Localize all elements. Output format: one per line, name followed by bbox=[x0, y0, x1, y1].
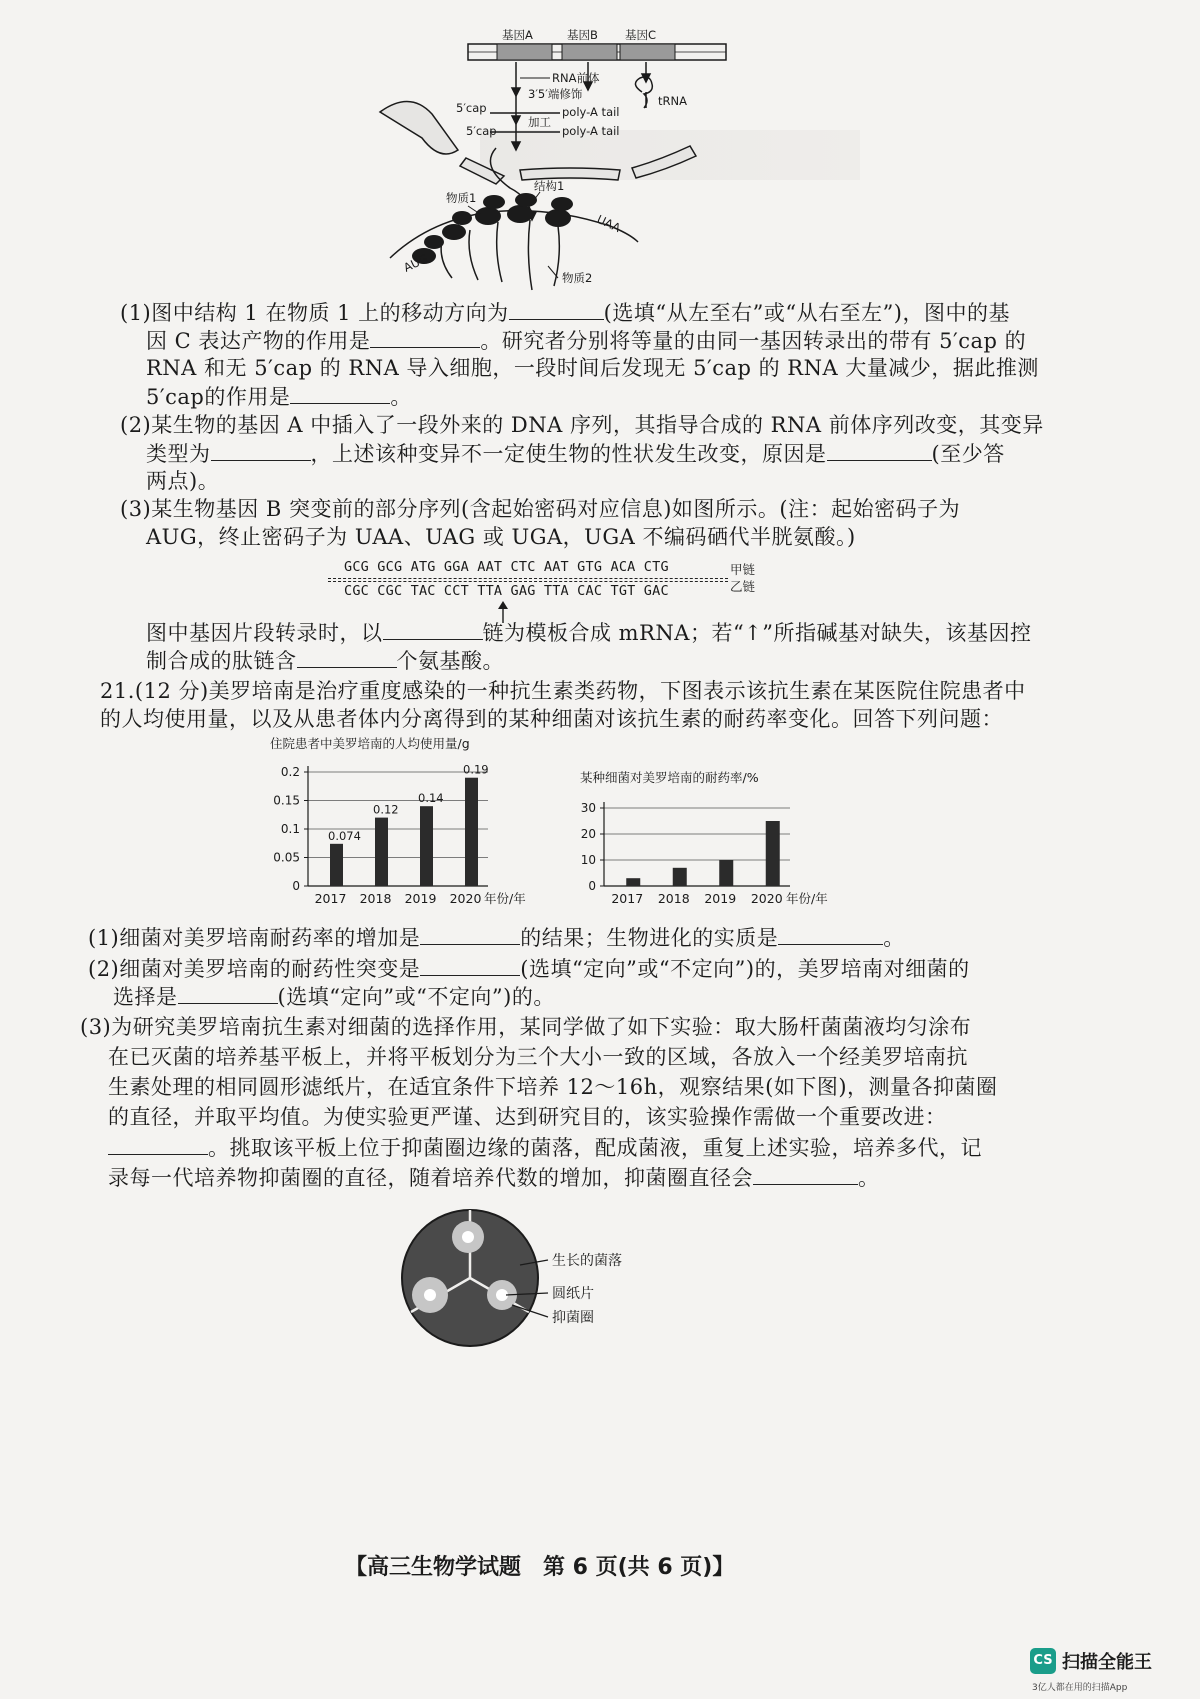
answer-blank[interactable] bbox=[108, 1132, 208, 1155]
q21-1-line: (1)细菌对美罗培南耐药率的增加是 的结果；生物进化的实质是 。 bbox=[88, 922, 905, 953]
usage-bar-chart bbox=[270, 736, 560, 926]
answer-blank[interactable] bbox=[178, 981, 278, 1004]
bar bbox=[719, 860, 733, 886]
substance2-label: 物质2 bbox=[562, 271, 593, 285]
scanner-logo-icon: CS bbox=[1030, 1648, 1056, 1674]
bar bbox=[766, 821, 780, 886]
page-footer: 【高三生物学试题 第 6 页(共 6 页)】 bbox=[345, 1555, 735, 1580]
q21-3-line2: 在已灭菌的培养基平板上，并将平板划分为三个大小一致的区域，各放入一个经美罗培南抗 bbox=[108, 1045, 968, 1069]
q21-3-line1: (3)为研究美罗培南抗生素对细菌的选择作用，某同学做了如下实验：取大肠杆菌菌液均匀涂布 bbox=[80, 1015, 972, 1039]
q20-3-line1: (3)某生物基因 B 突变前的部分序列(含起始密码对应信息)如图所示。(注：起始密码子为 bbox=[120, 497, 961, 521]
y-tick-label: 0 bbox=[292, 879, 300, 893]
petri-dish-figure bbox=[400, 1205, 680, 1355]
y-tick-label: 0.1 bbox=[280, 822, 300, 836]
sequence-top-strand: GCG GCG ATG GGA AAT CTC AAT GTG ACA CTG bbox=[344, 559, 669, 575]
zone-label: 抑菌圈 bbox=[552, 1310, 594, 1326]
bar bbox=[673, 868, 687, 886]
q20-1-line2: 因 C 表达产物的作用是 。研究者分别将等量的由同一基因转录出的带有 5′cap 的 bbox=[146, 325, 1026, 356]
gene-expression-diagram bbox=[370, 20, 790, 295]
bar-data-label: 0.19 bbox=[463, 762, 489, 777]
gene-c-label: 基因C bbox=[625, 28, 657, 42]
cap-label-2: 5′cap bbox=[466, 124, 497, 138]
gene-b-label: 基因B bbox=[567, 28, 598, 42]
answer-blank[interactable] bbox=[370, 325, 480, 348]
answer-blank[interactable] bbox=[827, 438, 932, 461]
y-tick-label: 10 bbox=[580, 853, 596, 867]
chart-title: 某种细菌对美罗培南的耐药率/% bbox=[580, 770, 759, 785]
bar bbox=[420, 806, 433, 886]
answer-blank[interactable] bbox=[420, 953, 520, 976]
bar-data-label: 0.12 bbox=[373, 802, 399, 817]
x-tick-label: 2018 bbox=[657, 891, 690, 906]
dna-sequence-figure bbox=[328, 557, 768, 623]
cap-label-1: 5′cap bbox=[456, 101, 487, 115]
gene-a-label: 基因A bbox=[502, 28, 533, 42]
q20-1-line4: 5′cap的作用是 。 bbox=[146, 381, 412, 412]
strand-label-bottom: 乙链 bbox=[730, 579, 756, 594]
answer-blank[interactable] bbox=[420, 922, 520, 945]
bar bbox=[375, 818, 388, 886]
q21-stem-line2: 的人均使用量，以及从患者体内分离得到的某种细菌对该抗生素的耐药率变化。回答下列问题： bbox=[100, 707, 1003, 731]
resistance-bar-chart bbox=[580, 770, 870, 926]
q21-2-line1: (2)细菌对美罗培南的耐药性突变是 (选填“定向”或“不定向”)的，美罗培南对细菌的 bbox=[88, 953, 970, 984]
x-axis-label: 年份/年 bbox=[484, 891, 526, 906]
start-codon-label: AUG bbox=[401, 251, 431, 275]
q20-2-line1: (2)某生物的基因 A 中插入了一段外来的 DNA 序列，其指导合成的 RNA 前体序列改变，其变异 bbox=[120, 413, 1044, 437]
answer-blank[interactable] bbox=[297, 645, 397, 668]
inhibition-zone-left bbox=[412, 1277, 448, 1313]
q21-2-line2: 选择是 (选填“定向”或“不定向”)的。 bbox=[113, 981, 555, 1012]
y-tick-label: 0.15 bbox=[273, 793, 300, 808]
answer-blank[interactable] bbox=[211, 438, 311, 461]
answer-blank[interactable] bbox=[383, 617, 483, 640]
x-tick-label: 2020 bbox=[449, 891, 482, 906]
answer-blank[interactable] bbox=[290, 381, 390, 404]
bar bbox=[626, 878, 640, 886]
q21-stem-line1: 21.(12 分)美罗培南是治疗重度感染的一种抗生素类药物，下图表示该抗生素在某医院住院患者中 bbox=[100, 679, 1026, 703]
x-tick-label: 2017 bbox=[611, 891, 644, 906]
q21-3-line3: 生素处理的相同圆形滤纸片，在适宜条件下培养 12～16h，观察结果(如下图)，测量各抑菌圈 bbox=[108, 1075, 998, 1099]
x-tick-label: 2019 bbox=[404, 891, 437, 906]
disc-label: 圆纸片 bbox=[552, 1286, 594, 1302]
strand-label-top: 甲链 bbox=[730, 562, 756, 577]
x-tick-label: 2019 bbox=[704, 891, 737, 906]
structure1-label: 结构1 bbox=[534, 179, 565, 193]
trna-label: tRNA bbox=[658, 94, 687, 108]
scanner-app-name: 扫描全能王 bbox=[1062, 1652, 1152, 1673]
x-tick-label: 2017 bbox=[314, 891, 347, 906]
colony-label: 生长的菌落 bbox=[552, 1253, 622, 1269]
bar-data-label: 0.14 bbox=[418, 791, 444, 806]
bar bbox=[330, 844, 343, 886]
rna-precursor-label: RNA前体 bbox=[552, 71, 600, 85]
stop-codon-label: UAA bbox=[594, 212, 623, 236]
x-tick-label: 2018 bbox=[359, 891, 392, 906]
y-tick-label: 0.05 bbox=[273, 850, 300, 865]
strand-dash-bottom bbox=[328, 581, 728, 582]
polya-label-1: poly-A tail bbox=[562, 105, 620, 119]
strand-dash-top bbox=[328, 578, 728, 579]
q20-1-line1: (1)图中结构 1 在物质 1 上的移动方向为 (选填“从左至右”或“从右至左”)，图中的基 bbox=[120, 297, 1010, 328]
bar-data-label: 0.074 bbox=[328, 828, 361, 843]
q21-3-line5: 。挑取该平板上位于抑菌圈边缘的菌落，配成菌液，重复上述实验，培养多代，记 bbox=[108, 1132, 982, 1163]
sequence-bottom-strand: CGC CGC TAC CCT TTA GAG TTA CAC TGT GAC bbox=[344, 583, 669, 599]
y-tick-label: 30 bbox=[580, 801, 596, 815]
q21-3-line4: 的直径，并取平均值。为使实验更严谨、达到研究目的，该实验操作需做一个重要改进： bbox=[108, 1105, 947, 1129]
x-axis-label: 年份/年 bbox=[786, 891, 828, 906]
polya-label-2: poly-A tail bbox=[562, 124, 620, 138]
q20-3-line4: 制合成的肽链含 个氨基酸。 bbox=[146, 645, 504, 676]
bar bbox=[465, 778, 478, 886]
answer-blank[interactable] bbox=[509, 297, 604, 320]
q20-1-line3: RNA 和无 5′cap 的 RNA 导入细胞，一段时间后发现无 5′cap 的 RNA 大量减少，据此推测 bbox=[146, 356, 1039, 380]
inhibition-zone-top bbox=[452, 1221, 484, 1253]
answer-blank[interactable] bbox=[778, 922, 883, 945]
chart-title: 住院患者中美罗培南的人均使用量/g bbox=[270, 736, 470, 751]
substance1-label: 物质1 bbox=[446, 191, 477, 205]
q21-3-line6: 录每一代培养物抑菌圈的直径，随着培养代数的增加，抑菌圈直径会 。 bbox=[108, 1162, 880, 1193]
y-tick-label: 20 bbox=[580, 827, 596, 841]
processing-label: 加工 bbox=[528, 115, 551, 129]
q20-2-line2: 类型为 ，上述该种变异不一定使生物的性状发生改变，原因是 (至少答 bbox=[146, 438, 1005, 469]
answer-blank[interactable] bbox=[753, 1162, 858, 1185]
q20-3-line3: 图中基因片段转录时，以 链为模板合成 mRNA；若“↑”所指碱基对缺失，该基因控 bbox=[146, 617, 1032, 648]
x-tick-label: 2020 bbox=[750, 891, 783, 906]
y-tick-label: 0 bbox=[588, 879, 596, 893]
scanner-slogan: 3亿人都在用的扫描App bbox=[1032, 1683, 1128, 1693]
end-modification-label: 3′5′端修饰 bbox=[528, 87, 583, 101]
y-tick-label: 0.2 bbox=[280, 765, 300, 779]
q20-3-line2: AUG，终止密码子为 UAA、UAG 或 UGA，UGA 不编码硒代半胱氨酸。) bbox=[146, 525, 856, 549]
q20-2-line3: 两点)。 bbox=[146, 469, 220, 493]
